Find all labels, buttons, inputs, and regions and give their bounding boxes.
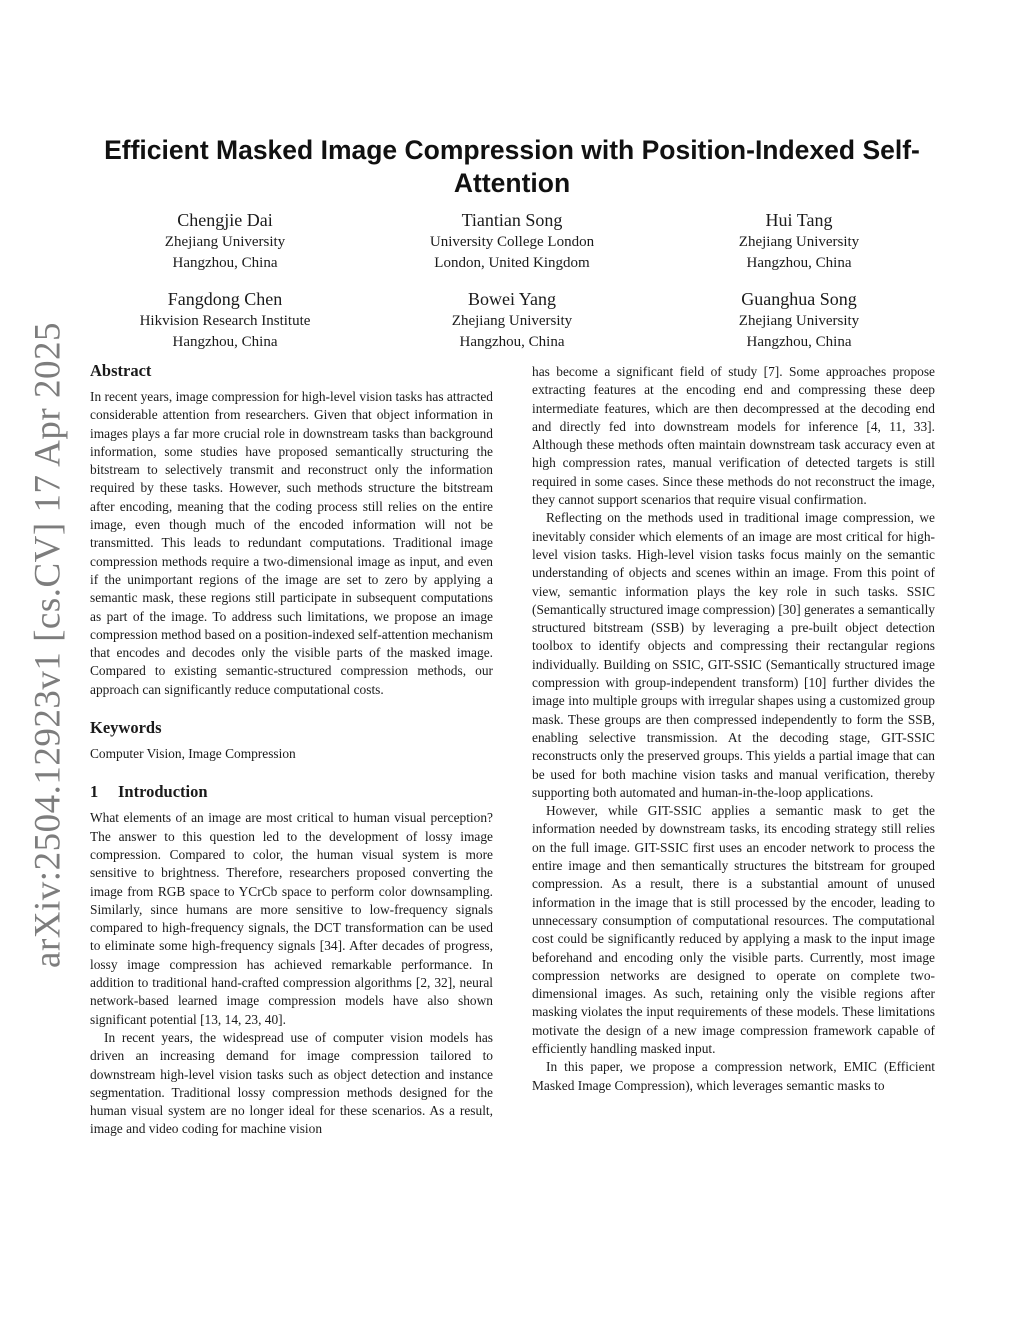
author-5 — [377, 287, 647, 352]
paper-title: Efficient Masked Image Compression with Position-Indexed Self-Attention — [104, 135, 920, 198]
author-affiliation: Zhejiang University — [451, 313, 573, 329]
keywords-text: Computer Vision, Image Compression — [90, 746, 296, 762]
intro-paragraph-3: Reflecting on the methods used in traditional image compression, we inevitably consider which elements of an image are most critical for high-level vision tasks. High-level vision tasks focus mainly on the semantic understanding of objects and scenes within an image. From this point of view, semantic information plays the key role in such tasks. SSIC (Semantically structured image compression) [30] generates a semantically structured bitstream (SSB) by leveraging a pre-built object detection toolbox to identify objects and compressing their rectangular regions individually. Building on SSIC, GIT-SSIC (Semantically structured image compression with group-independent transform) [10] further divides the image into multiple groups with irregular shapes using a customized group mask. These groups are then compressed independently to form the SSB, enabling selective transmission. At the decoding stage, GIT-SSIC reconstructs only the preserved groups. This yields a partial image that can be used for both machine vision tasks and manual verification, thereby supporting both automated and human-in-the-loop applications. — [532, 510, 935, 800]
author-row-2 — [90, 287, 934, 352]
author-name: Bowei Yang — [467, 289, 556, 309]
arxiv-identifier: arXiv:2504.12923v1 [cs.CV] 17 Apr 2025 — [27, 322, 69, 968]
author-name: Guanghua Song — [741, 289, 857, 309]
intro-paragraph-1: What elements of an image are most critical to human visual perception? The answer to this question led to the development of lossy image compression. Compared to color, the human visual system is more sensitive to brightness. Therefore, researchers proposed converting the image from RGB space to YCrCb space to perform color downsampling. Similarly, since humans are more sensitive to low-frequency signals compared to high-frequency signals, the DCT transformation can be used to eliminate some high-frequency signals [34]. After decades of progress, lossy image compression has achieved remarkable performance. In addition to traditional hand-crafted compression algorithms [2, 32], neural network-based learned image compression models have also shown significant potential [13, 14, 23, 40]. — [90, 810, 493, 1027]
author-row-1 — [90, 208, 934, 273]
abstract-heading: Abstract — [90, 361, 152, 380]
author-location: Hangzhou, China — [746, 333, 852, 350]
author-location: Hangzhou, China — [172, 254, 278, 271]
section-number: 1 — [90, 782, 99, 802]
author-name: Fangdong Chen — [167, 289, 283, 309]
author-2 — [377, 208, 647, 273]
intro-paragraph-5: In this paper, we propose a compression network, EMIC (Efficient Masked Image Compression), which leverages semantic masks to — [532, 1059, 935, 1093]
author-affiliation: Zhejiang University — [738, 313, 860, 329]
intro-paragraph-4: However, while GIT-SSIC applies a semantic mask to get the information needed by downstream tasks, its encoding strategy still relies on the full image. GIT-SSIC first uses an encoder network to process the entire image and then semantically structures the bitstream for grouped compression. As a result, there is a substantial amount of unused information in the image that is still processed by the encoder, leading to unnecessary consumption of computational resources. The computational cost could be significantly reduced by applying a mask to the input image beforehand and encoding only the visible parts. Currently, most image compression networks are designed to operate on complete two-dimensional images. As such, retaining only the visible regions after masking violates the input requirements of these models. These limitations motivate the design of a new image compression framework capable of efficiently handling masked input. — [532, 803, 935, 1056]
author-location: Hangzhou, China — [746, 254, 852, 271]
author-location: Hangzhou, China — [172, 333, 278, 350]
section-title: Introduction — [118, 782, 208, 802]
author-affiliation: University College London — [429, 234, 595, 250]
author-6 — [664, 287, 934, 352]
author-affiliation: Zhejiang University — [738, 234, 860, 250]
author-1 — [90, 208, 360, 273]
author-location: Hangzhou, China — [459, 333, 565, 350]
author-3 — [664, 208, 934, 273]
author-4 — [90, 287, 360, 352]
keywords-heading: Keywords — [90, 718, 162, 738]
intro-paragraph-2-continued: has become a significant field of study [7]. Some approaches propose extracting features at the encoding end and compressing these deep intermediate features, which are then decompressed at the decoding end and directly fed into downstream models for inference [4, 11, 33]. Although these methods often maintain downstream task accuracy even at high compression rates, manual verification of detected targets is still required in some cases. Since these methods do not reconstruct the image, they cannot support scenarios that require visual confirmation. — [532, 364, 935, 508]
author-affiliation: Zhejiang University — [164, 234, 286, 250]
introduction-heading — [90, 781, 493, 803]
author-affiliation: Hikvision Research Institute — [139, 313, 311, 329]
author-name: Hui Tang — [765, 210, 833, 230]
intro-paragraph-2: In recent years, the widespread use of computer vision models has driven an increasing demand for image compression tailored to downstream high-level vision tasks such as object detection and instance segmentation. Traditional lossy compression methods designed for the human visual system are no longer ideal for these scenarios. As a result, image and video coding for machine vision — [90, 1029, 493, 1137]
author-name: Chengjie Dai — [177, 210, 273, 230]
author-location: London, United Kingdom — [434, 254, 590, 271]
abstract-text: In recent years, image compression for high-level vision tasks has attracted considerable attention from researchers. Given that object information in images plays a far more crucial role in downstream tasks than background information, some studies have proposed semantically structuring the bitstream to selectively transmit and reconstruct only the information required by these tasks. However, such methods structure the bitstream after encoding, meaning that the coding process still relies on the entire image, even though much of the encoded information will not be transmitted. This leads to redundant computations. Traditional image compression methods require a two-dimensional image as input, and even if the unimportant regions of the image are set to zero by applying a semantic mask, these regions still participate in subsequent computations as part of the image. To address such limitations, we propose an image compression method based on a position-indexed self-attention mechanism that encodes and decodes only the visible parts of the masked image. Compared to existing semantic-structured compression methods, our approach can significantly reduce computational costs. — [90, 389, 493, 697]
right-column — [532, 363, 935, 1095]
left-column — [90, 360, 493, 1139]
author-block — [90, 208, 934, 366]
author-name: Tiantian Song — [461, 210, 563, 230]
